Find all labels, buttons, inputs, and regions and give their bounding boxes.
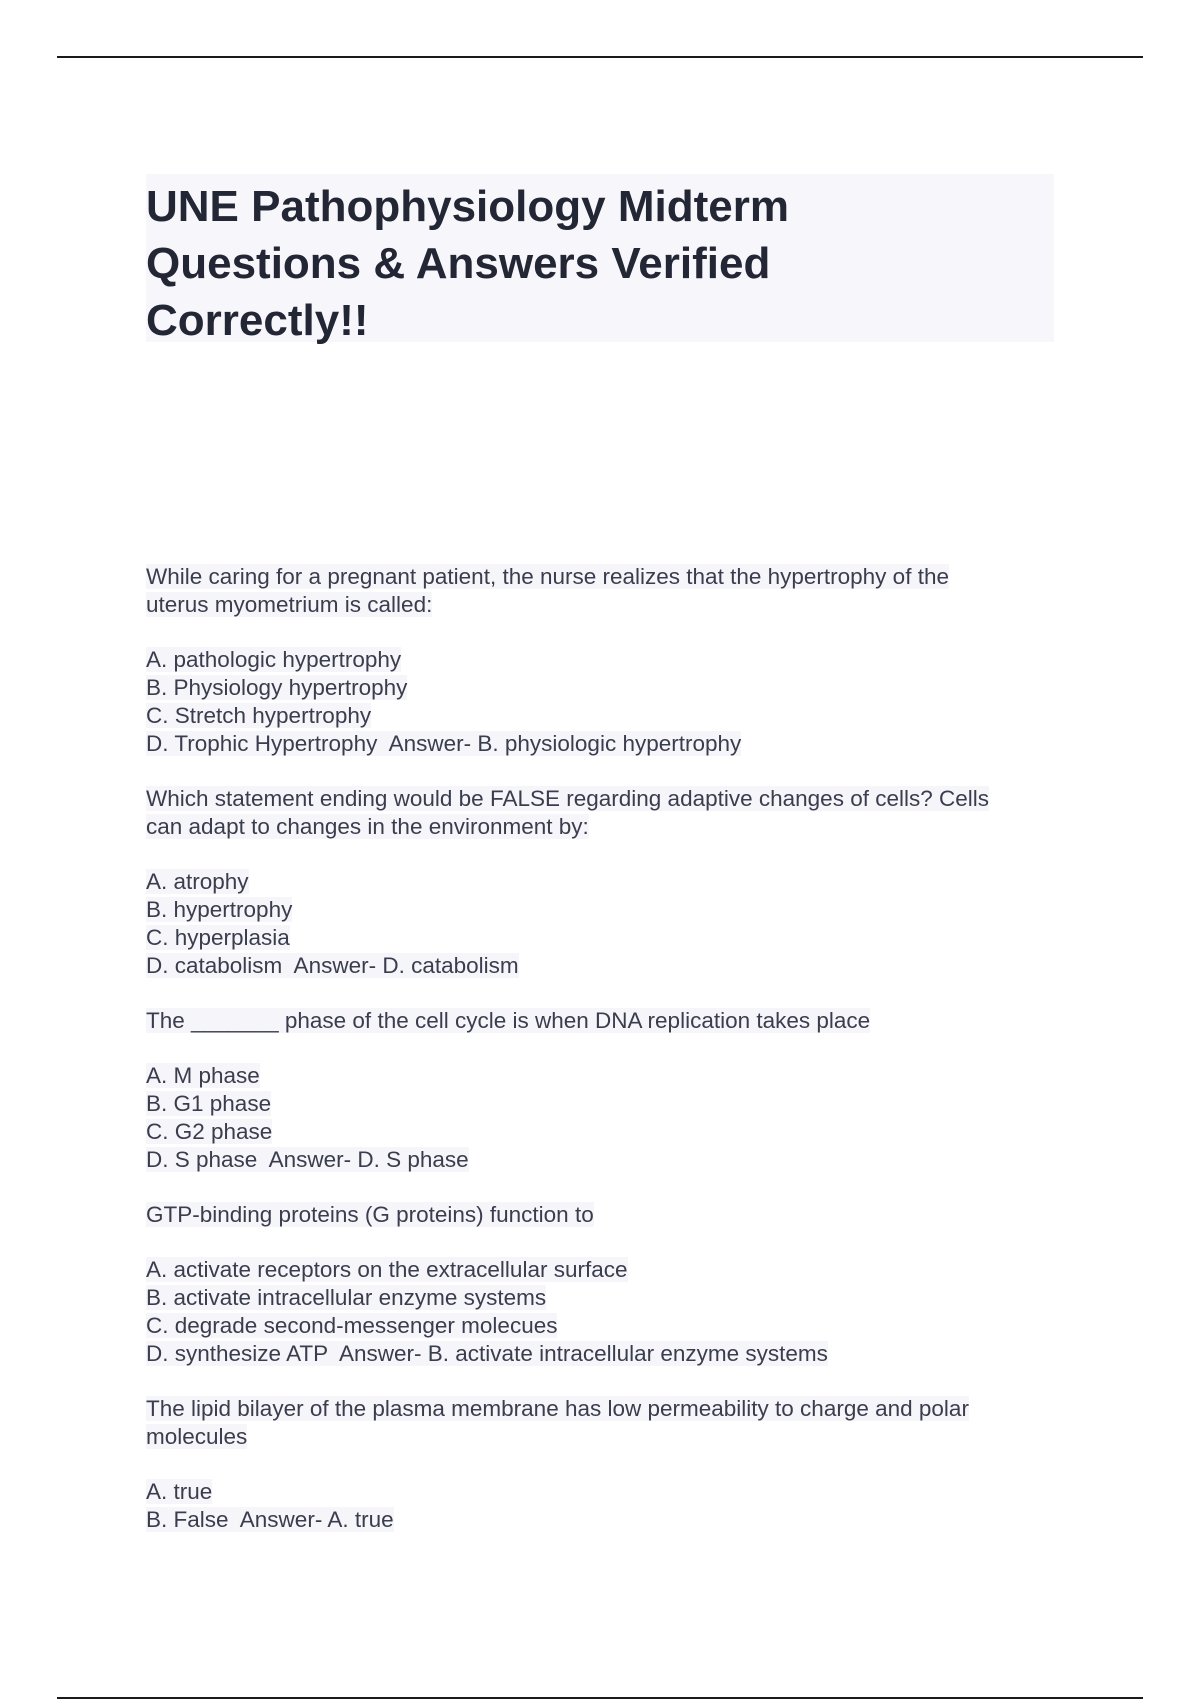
question-item	[146, 563, 1066, 758]
document-title	[146, 174, 1054, 349]
title-line: UNE Pathophysiology Midterm	[146, 182, 789, 231]
answer-option: C. hyperplasia	[146, 925, 290, 950]
question-item	[146, 1201, 1066, 1368]
answer-options	[146, 646, 1066, 758]
question-stem-line: The _______ phase of the cell cycle is when DNA replication takes place	[146, 1008, 871, 1033]
answer-option: C. degrade second-messenger molecues	[146, 1313, 558, 1338]
question-item	[146, 1007, 1066, 1174]
question-stem	[146, 563, 1066, 619]
question-stem	[146, 1201, 1066, 1229]
question-item	[146, 785, 1066, 980]
header-rule	[57, 56, 1143, 58]
question-stem-line: Which statement ending would be FALSE regarding adaptive changes of cells? Cells	[146, 786, 989, 811]
answer-option: B. Physiology hypertrophy	[146, 675, 408, 700]
title-block	[146, 174, 1054, 345]
question-stem	[146, 1395, 1066, 1451]
answer-option: A. true	[146, 1479, 213, 1504]
question-stem-line: GTP-binding proteins (G proteins) function to	[146, 1202, 594, 1227]
answer-option: D. Trophic Hypertrophy Answer- B. physiologic hypertrophy	[146, 731, 742, 756]
answer-option: B. G1 phase	[146, 1091, 272, 1116]
answer-options	[146, 1478, 1066, 1534]
answer-option: D. synthesize ATP Answer- B. activate intracellular enzyme systems	[146, 1341, 828, 1366]
answer-option: A. M phase	[146, 1063, 260, 1088]
question-stem	[146, 785, 1066, 841]
question-stem-line: While caring for a pregnant patient, the nurse realizes that the hypertrophy of the	[146, 564, 949, 589]
answer-options	[146, 1256, 1066, 1368]
question-stem	[146, 1007, 1066, 1035]
question-stem-line: uterus myometrium is called:	[146, 592, 433, 617]
answer-options	[146, 868, 1066, 980]
questions-list	[146, 563, 1066, 1561]
question-stem-line: The lipid bilayer of the plasma membrane has low permeability to charge and polar	[146, 1396, 969, 1421]
question-item	[146, 1395, 1066, 1534]
answer-option: B. hypertrophy	[146, 897, 293, 922]
answer-option: A. atrophy	[146, 869, 249, 894]
answer-option: B. False Answer- A. true	[146, 1507, 394, 1532]
answer-option: D. catabolism Answer- D. catabolism	[146, 953, 519, 978]
answer-option: C. Stretch hypertrophy	[146, 703, 372, 728]
answer-option: D. S phase Answer- D. S phase	[146, 1147, 469, 1172]
title-line: Questions & Answers Verified	[146, 239, 771, 288]
footer-rule	[57, 1697, 1143, 1699]
question-stem-line: molecules	[146, 1424, 248, 1449]
answer-option: A. pathologic hypertrophy	[146, 647, 402, 672]
answer-option: A. activate receptors on the extracellular surface	[146, 1257, 628, 1282]
answer-option: C. G2 phase	[146, 1119, 273, 1144]
question-stem-line: can adapt to changes in the environment by:	[146, 814, 589, 839]
answer-option: B. activate intracellular enzyme systems	[146, 1285, 547, 1310]
title-line: Correctly!!	[146, 296, 369, 345]
answer-options	[146, 1062, 1066, 1174]
